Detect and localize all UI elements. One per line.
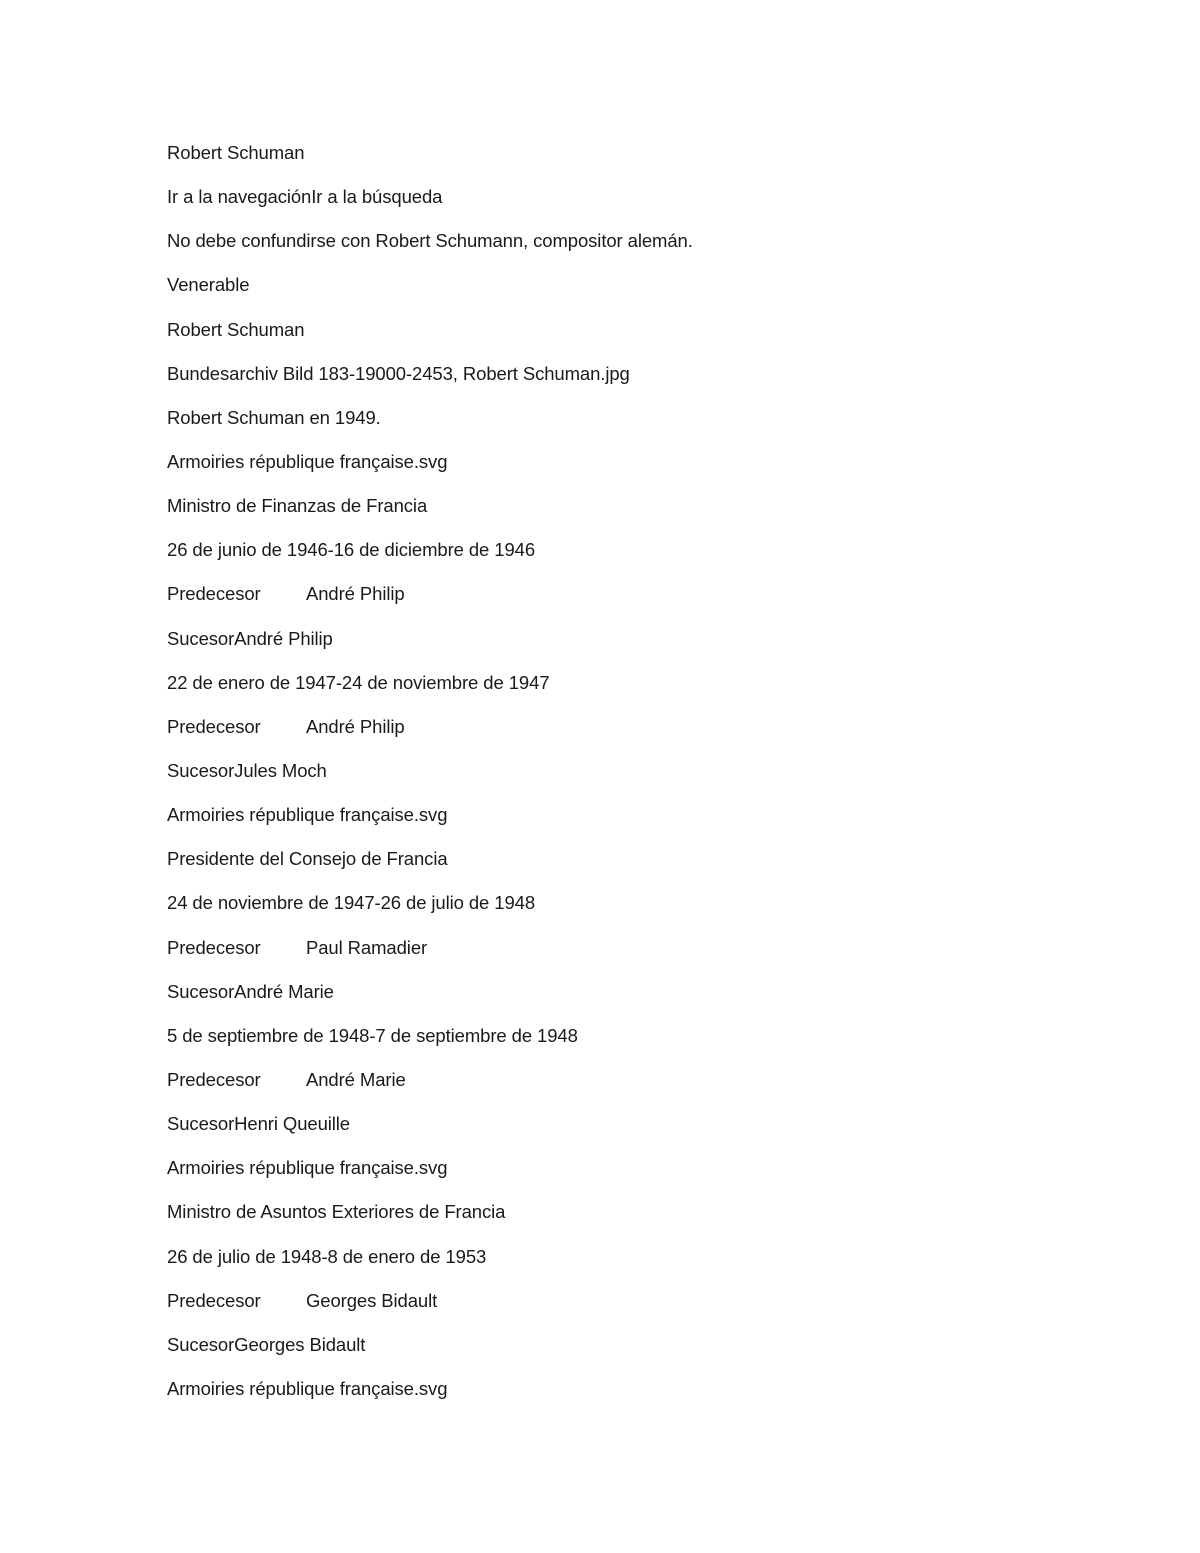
text-line: Armoiries république française.svg (167, 450, 448, 472)
text-line: Ministro de Finanzas de Francia (167, 495, 428, 517)
field-value: Georges Bidault (306, 1289, 438, 1311)
field-label: Sucesor (167, 1333, 235, 1355)
field-label: Sucesor (167, 627, 235, 649)
text-line: Bundesarchiv Bild 183-19000-2453, Robert Schuman.jpg (167, 362, 630, 384)
successor-line (167, 1112, 1067, 1156)
text-line: Venerable (167, 274, 250, 296)
predecessor-line (167, 715, 1067, 759)
text-line: 26 de julio de 1948-8 de enero de 1953 (167, 1245, 487, 1267)
predecessor-line (167, 936, 1067, 980)
predecessor-line (167, 1068, 1067, 1112)
text-line: 22 de enero de 1947-24 de noviembre de 1947 (167, 671, 550, 693)
text-line: Robert Schuman en 1949. (167, 406, 381, 428)
field-label: Sucesor (167, 980, 235, 1002)
field-label: Predecesor (167, 1289, 261, 1311)
successor-line (167, 1333, 1067, 1377)
successor-line (167, 627, 1067, 671)
field-value: Georges Bidault (234, 1333, 366, 1355)
field-label: Predecesor (167, 583, 261, 605)
text-line: Ministro de Asuntos Exteriores de Francia (167, 1201, 506, 1223)
field-value: André Philip (306, 715, 405, 737)
field-value: Jules Moch (234, 759, 327, 781)
field-label: Predecesor (167, 936, 261, 958)
predecessor-line (167, 582, 1067, 626)
field-label: Predecesor (167, 715, 261, 737)
text-line: 5 de septiembre de 1948-7 de septiembre de 1948 (167, 1024, 578, 1046)
field-value: Henri Queuille (234, 1113, 350, 1135)
text-line: Ir a la navegaciónIr a la búsqueda (167, 186, 443, 208)
text-line: Armoiries république française.svg (167, 1157, 448, 1179)
text-line: No debe confundirse con Robert Schumann, compositor alemán. (167, 230, 693, 252)
successor-line (167, 759, 1067, 803)
field-label: Sucesor (167, 1113, 235, 1135)
field-value: André Philip (234, 627, 333, 649)
text-line: Robert Schuman (167, 142, 305, 163)
text-line: 24 de noviembre de 1947-26 de julio de 1948 (167, 892, 536, 914)
field-value: Paul Ramadier (306, 936, 428, 958)
predecessor-line (167, 1289, 1067, 1333)
field-label: Sucesor (167, 759, 235, 781)
field-value: André Philip (306, 583, 405, 605)
text-line: Presidente del Consejo de Francia (167, 848, 448, 870)
field-value: André Marie (306, 1068, 406, 1090)
text-line: 26 de junio de 1946-16 de diciembre de 1946 (167, 539, 536, 561)
text-line: Armoiries république française.svg (167, 1377, 448, 1399)
field-label: Predecesor (167, 1068, 261, 1090)
text-line: Armoiries république française.svg (167, 804, 448, 826)
successor-line (167, 980, 1067, 1024)
field-value: André Marie (234, 980, 334, 1002)
text-line: Robert Schuman (167, 318, 305, 340)
document-body (167, 141, 1067, 1421)
